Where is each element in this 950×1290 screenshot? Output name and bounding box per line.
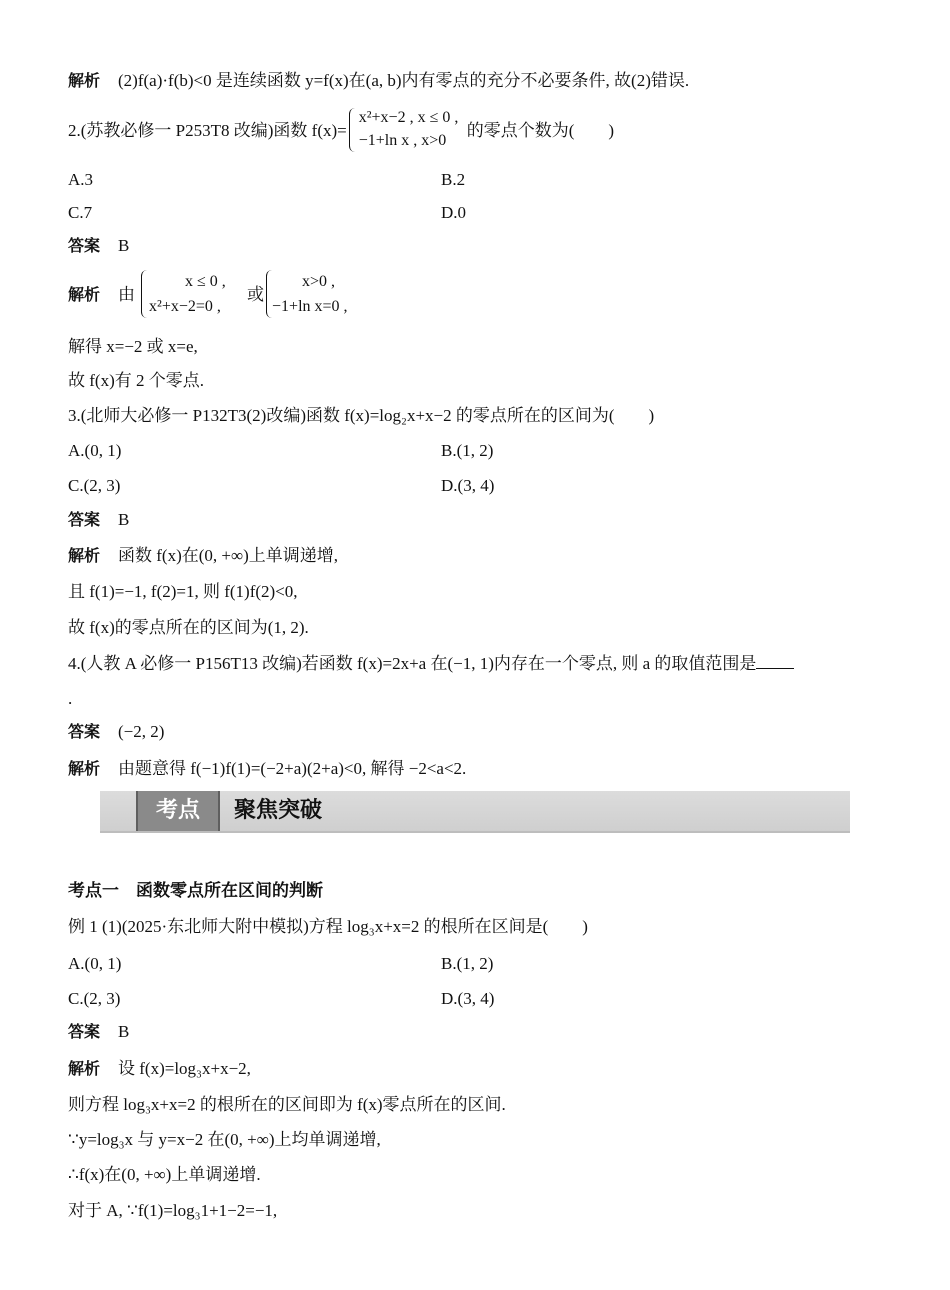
- ex1-answer-value: B: [118, 1022, 130, 1041]
- ex1-analysis-line-4: ∴f(x)在(0, +∞)上单调递增.: [68, 1165, 261, 1184]
- banner-tag: 考点: [136, 791, 220, 831]
- q2-option-b: B.2: [441, 170, 466, 189]
- ex1-analysis-line-2: 则方程 log₃x+x=2 的根所在的区间即为 f(x)零点所在的区间.: [68, 1095, 506, 1114]
- ex1-stem: 例 1 (1)(2025·东北师大附中模拟)方程 log₃x+x=2 的根所在区间是( ): [68, 917, 588, 936]
- ex1-analysis-line-5: 对于 A, ∵f(1)=log₃1+1−2=−1,: [68, 1201, 278, 1220]
- answer-label: 答案: [68, 1022, 101, 1041]
- q4-analysis: [68, 758, 466, 780]
- q3-option-a: A.(0, 1): [68, 441, 122, 460]
- q4-answer-value: (−2, 2): [118, 722, 165, 741]
- q2-brace: [349, 108, 356, 152]
- section-title: 考点一 函数零点所在区间的判断: [68, 881, 323, 901]
- analysis-label: 解析: [68, 546, 101, 565]
- answer-label: 答案: [68, 722, 101, 741]
- section-banner: [100, 791, 850, 833]
- banner-title: 聚焦突破: [234, 798, 323, 823]
- ex1-analysis-line-3: ∵y=log₃x 与 y=x−2 在(0, +∞)上均单调递增,: [68, 1130, 381, 1149]
- q2-case-1: x²+x−2 , x ≤ 0 ,: [358, 109, 459, 126]
- analysis-label: 解析: [68, 1059, 101, 1078]
- q2-case-2: −1+ln x , x>0: [358, 132, 447, 149]
- q3-analysis-line-2: 且 f(1)=−1, f(2)=1, 则 f(1)f(2)<0,: [68, 582, 298, 601]
- q2-piecewise: [347, 109, 467, 149]
- q2-analysis-prefix: 由: [118, 285, 136, 304]
- q4-stem: [68, 652, 794, 675]
- q3-analysis: [68, 545, 338, 567]
- ex1-analysis: [68, 1058, 251, 1080]
- q3-answer: [68, 509, 129, 531]
- q4-stem-end: .: [68, 689, 73, 708]
- ex1-option-a: A.(0, 1): [68, 954, 122, 973]
- q2-or: 或: [247, 285, 265, 304]
- q2-stem: [68, 109, 615, 149]
- intro-line: [68, 70, 689, 92]
- q2-analysis-line-3: 故 f(x)有 2 个零点.: [68, 371, 204, 390]
- q3-option-d: D.(3, 4): [441, 476, 495, 495]
- q3-answer-value: B: [118, 510, 130, 529]
- q2-stem-suffix: 的零点个数为( ): [466, 121, 615, 140]
- ex1-option-b: B.(1, 2): [441, 954, 494, 973]
- q3-analysis-line-3: 故 f(x)的零点所在的区间为(1, 2).: [68, 618, 309, 637]
- q2-option-a: A.3: [68, 170, 94, 189]
- ex1-option-c: C.(2, 3): [68, 989, 121, 1008]
- q3-analysis-text: 函数 f(x)在(0, +∞)上单调递增,: [118, 546, 339, 565]
- q2-analysis-line-2: 解得 x=−2 或 x=e,: [68, 337, 198, 356]
- q2-answer-value: B: [118, 236, 130, 255]
- q2-option-d: D.0: [441, 203, 467, 222]
- answer-label: 答案: [68, 236, 101, 255]
- ex1-option-d: D.(3, 4): [441, 989, 495, 1008]
- q2-option-c: C.7: [68, 203, 93, 222]
- q2-answer: [68, 235, 129, 257]
- q2-system-2: x>0 , −1+ln x=0 ,: [264, 284, 384, 306]
- q3-stem: 3.(北师大必修一 P132T3(2)改编)函数 f(x)=log₂x+x−2 的零点所在的区间为( ): [68, 406, 655, 425]
- ex1-analysis-text: 设 f(x)=log₃x+x−2,: [118, 1059, 251, 1078]
- ex1-answer: [68, 1021, 129, 1043]
- analysis-label: 解析: [68, 71, 101, 90]
- q4-analysis-text: 由题意得 f(−1)f(1)=(−2+a)(2+a)<0, 解得 −2<a<2.: [118, 759, 467, 778]
- q3-option-b: B.(1, 2): [441, 441, 494, 460]
- q4-answer: [68, 721, 164, 743]
- analysis-label: 解析: [68, 285, 101, 304]
- q2-stem-prefix: 2.(苏教必修一 P253T8 改编)函数 f(x)=: [68, 121, 347, 140]
- intro-text: (2)f(a)·f(b)<0 是连续函数 y=f(x)在(a, b)内有零点的充分不必要条件, 故(2)错误.: [118, 71, 690, 90]
- answer-blank: [756, 652, 794, 669]
- q4-stem-text: 4.(人教 A 必修一 P156T13 改编)若函数 f(x)=2x+a 在(−1, 1)内存在一个零点, 则 a 的取值范围是: [68, 654, 757, 673]
- answer-label: 答案: [68, 510, 101, 529]
- q2-sys1-brace: [141, 270, 148, 318]
- q2-system-1: x ≤ 0 , x²+x−2=0 ,: [135, 284, 247, 306]
- q3-option-c: C.(2, 3): [68, 476, 121, 495]
- q2-analysis: [68, 273, 384, 315]
- analysis-label: 解析: [68, 759, 101, 778]
